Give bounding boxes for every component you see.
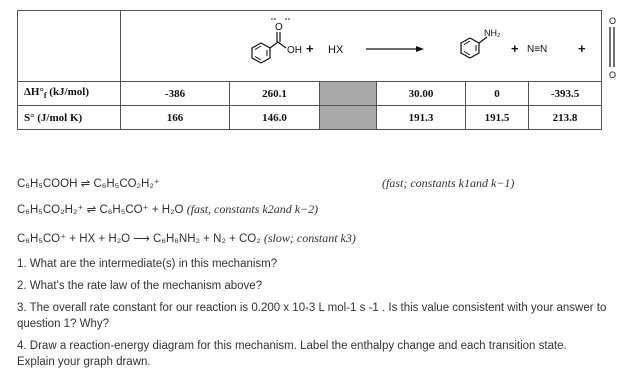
plus-sign-1: + [306, 41, 314, 56]
entropy-benzoic-acid: 166 [121, 106, 230, 130]
enthalpy-row-label: $\Delta H^\circ_f$ (kJ/mol) [18, 82, 121, 106]
enthalpy-n2: 0 [466, 82, 529, 106]
co2-bottom-o-label: O [609, 70, 617, 80]
enthalpy-row [18, 82, 602, 106]
aniline-structure [461, 28, 501, 58]
enthalpy-co2: -393.5 [529, 82, 602, 106]
reaction-scheme-cell [121, 11, 617, 82]
entropy-co2: 213.8 [529, 106, 602, 130]
corner-cell [18, 11, 121, 82]
question-1: 1. What are the intermediate(s) in this mechanism? [17, 258, 278, 270]
reaction-row [18, 11, 602, 82]
benzoic-acid-o-label: O [275, 22, 283, 33]
mechanism-step-3: C₆H₅CO⁺ + HX + H₂O ⟶ C₆H₆NH₂ + N₂ + CO₂ (slow; constant k3) [17, 231, 356, 245]
thermo-data-table [17, 10, 617, 130]
enthalpy-hx: 260.1 [230, 82, 320, 106]
co2-top-o-label: O [609, 16, 617, 26]
enthalpy-aniline: 30.00 [377, 82, 466, 106]
step-2-note: (fast, constants k2and k−2) [186, 202, 319, 216]
benzoic-acid-structure [252, 18, 302, 63]
step-1-note: (fast; constants k1and k−1) [382, 176, 515, 190]
entropy-arrow-gap [320, 106, 377, 130]
entropy-aniline: 191.3 [377, 106, 466, 130]
reaction-scheme [121, 11, 619, 81]
plus-sign-3: + [578, 41, 586, 56]
aniline-nh2-label: NH₂ [484, 28, 501, 38]
entropy-row-label: S° (J/mol K) [18, 106, 121, 130]
enthalpy-arrow-gap [320, 82, 377, 106]
reaction-arrow [366, 46, 424, 52]
mechanism-step-2: C₆H₅CO₂H₂⁺ ⇌ C₆H₅CO⁺ + H₂O (fast, constants k2and k−2) [17, 202, 319, 216]
entropy-hx: 146.0 [230, 106, 320, 130]
enthalpy-benzoic-acid: -386 [121, 82, 230, 106]
question-2: 2. What's the rate law of the mechanism above? [17, 280, 263, 292]
n2-label: N≡N [527, 44, 548, 55]
entropy-row [18, 106, 602, 130]
question-3: 3. The overall rate constant for our reaction is 0.200 x 10-3 L mol-1 s -1 . Is this value consistent with your answer to question 1? Why? [17, 302, 607, 330]
plus-sign-2: + [511, 41, 519, 56]
question-4: 4. Draw a reaction-energy diagram for this mechanism. Label the enthalpy change and each transition state. Explain your graph drawn. [17, 340, 567, 368]
co2-structure [609, 16, 616, 80]
benzoic-acid-oh-label: OH [287, 45, 302, 56]
step-3-note: (slow; constant k3) [263, 231, 356, 245]
mechanism-step-1: C₆H₅COOH ⇌ C₆H₅CO₂H₂⁺ (fast; constants k1and k−1) [17, 176, 515, 190]
hx-label: HX [328, 44, 344, 56]
entropy-n2: 191.5 [466, 106, 529, 130]
